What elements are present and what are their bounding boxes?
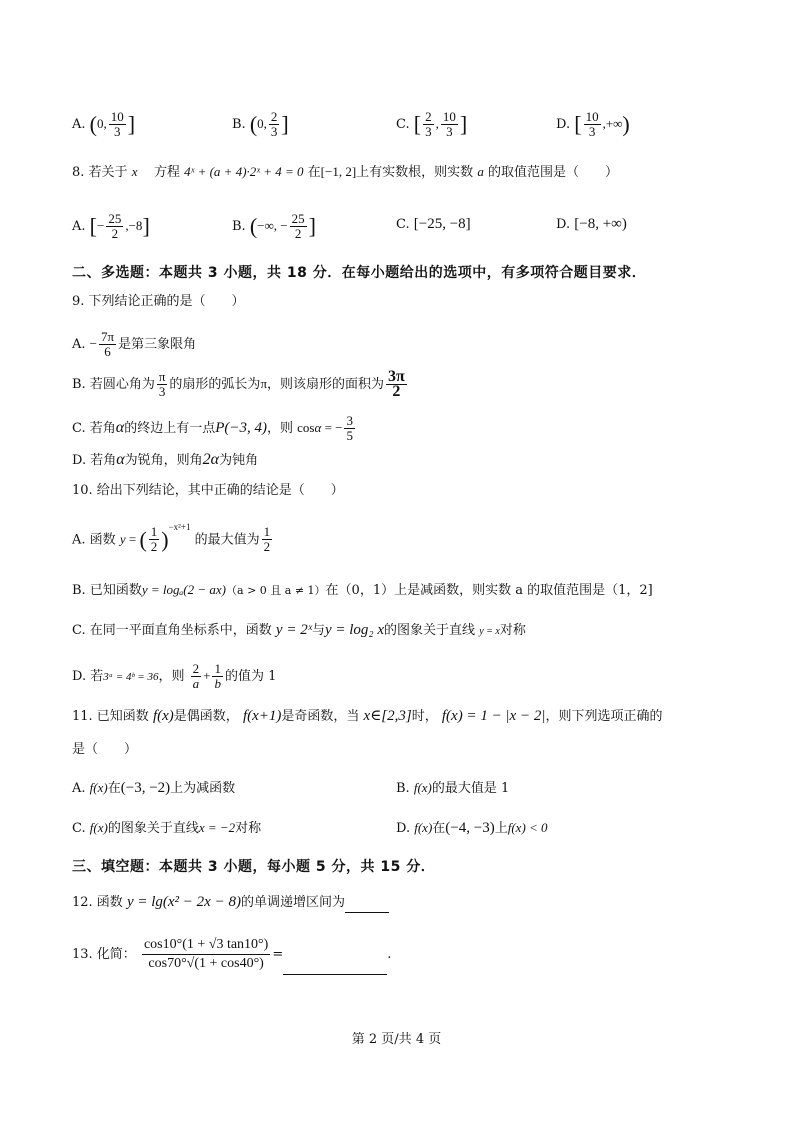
option-label: C. xyxy=(72,623,86,638)
option-text: ，则该扇形的面积为 xyxy=(267,377,385,392)
q11-text: 时， xyxy=(411,709,438,724)
q13-numerator: cos10°(1 + √3 tan10°) xyxy=(142,936,270,955)
q10-stem: 10. 给出下列结论，其中正确的结论是（ ） xyxy=(72,483,344,498)
option-text: 是第三象限角 xyxy=(118,337,197,352)
q8-text: 8. 若关于 xyxy=(72,165,128,180)
option-label: D. xyxy=(72,453,87,468)
page-footer: 第 2 页/共 4 页 xyxy=(351,1032,442,1047)
option-text: 对称 xyxy=(235,821,262,836)
section-2-heading: 二、多选题：本题共 3 小题，共 18 分．在每小题给出的选项中，有多项符合题目要求． xyxy=(72,265,647,281)
option-label: C. xyxy=(396,217,410,232)
option-math: (−4, −3) xyxy=(445,820,495,836)
q7-option-b: B. (0, $\frac{2}{3}$ ] xyxy=(232,109,289,139)
option-math: π xyxy=(260,376,268,391)
q7-option-d: D. [ $\frac{10}{3}$ ,+∞) xyxy=(556,109,630,139)
option-text: 为锐角，则角 xyxy=(124,453,203,468)
q8-text: 的取值范围是（ ） xyxy=(487,165,618,180)
option-text: ，则 xyxy=(266,421,293,436)
q8-interval: [−1, 2] xyxy=(320,164,357,179)
q8-equation: 4ˣ + (a + 4)·2ˣ + 4 = 0 xyxy=(184,164,304,179)
q8-text: 方程 xyxy=(154,165,181,180)
option-text: 的终边上有一点 xyxy=(124,421,216,436)
option-text: 的扇形的弧长为 xyxy=(169,377,261,392)
option-math: 2α xyxy=(202,451,220,468)
option-math: f(x) < 0 xyxy=(507,820,548,835)
option-math: y = logₐ(2 − ax) xyxy=(141,582,227,597)
q11-math: f(x) xyxy=(152,708,174,724)
option-text: 在 xyxy=(107,781,121,796)
q11-stem-line2: 是（ ） xyxy=(72,742,138,757)
option-math: α xyxy=(116,451,125,468)
q7-option-a: A. (0, $\frac{10}{3}$ ] xyxy=(72,109,136,139)
option-label: C. xyxy=(72,821,86,836)
q12-text: 12. 函数 xyxy=(72,895,123,910)
option-text: 的最大值为 xyxy=(194,532,260,548)
option-math: α xyxy=(115,419,125,436)
q13-text: 13. 化简： xyxy=(72,947,136,962)
option-text: 在同一平面直角坐标系中，函数 xyxy=(89,623,272,638)
q11-text: 是偶函数， xyxy=(173,709,239,724)
option-text: 上 xyxy=(494,821,508,836)
q10-option-d: D. 若3ᵃ = 4ᵇ = 36，则 $\frac{2}{a}$ + $\frac{1}{b}$ 的值为 1 xyxy=(72,661,277,691)
q11-option-a xyxy=(72,778,235,799)
q13-denominator: cos70°√(1 + cos40°) xyxy=(148,956,264,971)
option-label: B. xyxy=(232,117,246,132)
option-text: 在 xyxy=(432,821,446,836)
q11-option-d xyxy=(396,818,548,839)
option-text: 在（0，1）上是减函数，则实数 a 的取值范围是（1，2] xyxy=(325,583,653,598)
q11-text: 11. 已知函数 xyxy=(72,709,149,724)
q9-option-b: B. 若圆心角为 $\frac{\pi}{3}$ 的扇形的弧长为π，则该扇形的面积为 $\frac{3\pi}{2}$ xyxy=(72,368,405,400)
option-label: A. xyxy=(72,219,86,234)
section-3-heading: 三、填空题：本题共 3 小题，每小题 5 分，共 15 分． xyxy=(72,859,436,875)
q8-option-c xyxy=(396,214,471,235)
q11-math: f(x) = 1 − |x − 2| xyxy=(441,708,546,724)
q10-option-b xyxy=(72,580,653,601)
option-math: f(x) xyxy=(89,820,108,835)
option-text: 的图象关于直线 xyxy=(107,821,199,836)
q8-stem xyxy=(72,162,618,183)
q8-var-x: x xyxy=(131,164,138,179)
option-text: 若角 xyxy=(89,421,116,436)
option-math: (−3, −2) xyxy=(120,780,171,796)
q11-text: ，则下列选项正确的 xyxy=(545,709,663,724)
option-label: B. xyxy=(72,583,86,598)
option-text: （a > 0 且 a ≠ 1） xyxy=(226,584,326,597)
option-text: 对称 xyxy=(499,623,526,638)
option-label: C. xyxy=(396,117,410,132)
option-math: P(−3, 4) xyxy=(215,420,267,436)
q9-option-d xyxy=(72,450,258,471)
option-text: 的图象关于直线 xyxy=(384,623,476,638)
option-math: y = x xyxy=(479,626,500,637)
option-label: C. xyxy=(72,421,86,436)
q8-var-a: a xyxy=(477,164,484,179)
option-label: B. xyxy=(396,781,410,796)
q8-option-d xyxy=(556,214,627,235)
option-math: 3ᵃ = 4ᵇ = 36 xyxy=(103,671,159,683)
option-math: f(x) xyxy=(89,780,108,795)
option-math: [−8, +∞) xyxy=(574,216,627,232)
q8-text: 在 xyxy=(307,165,321,180)
q11-text: 是奇函数，当 xyxy=(281,709,360,724)
q10-option-a: A. 函数 y = ( $\frac{1}{2}$ )$^{-x^2+1}$ 的最大值为 $\frac{1}{2}$ xyxy=(72,522,271,555)
q12 xyxy=(72,892,389,913)
option-label: A. xyxy=(72,117,86,132)
q13 xyxy=(72,935,391,975)
option-label: D. xyxy=(396,821,411,836)
option-text: 与 xyxy=(311,623,325,638)
q11-math: x∈[2,3] xyxy=(363,708,412,724)
option-text: 的最大值是 1 xyxy=(431,781,510,796)
option-text: ，则 xyxy=(158,669,185,684)
option-label: D. xyxy=(72,669,87,684)
q12-text: 的单调递增区间为 xyxy=(240,895,345,910)
q10-option-c xyxy=(72,620,526,642)
option-label: D. xyxy=(556,217,571,232)
answer-blank xyxy=(345,898,389,913)
q9-stem: 9. 下列结论正确的是（ ） xyxy=(72,294,245,309)
option-math: y = 2ˣ xyxy=(275,622,312,638)
option-label: D. xyxy=(556,117,571,132)
q11-option-b xyxy=(396,778,509,799)
option-math: y = log₂ x xyxy=(324,622,385,638)
q11-math: f(x+1) xyxy=(242,708,282,724)
option-math: [−25, −8] xyxy=(413,216,471,232)
q8-option-a: A. [− $\frac{25}{2}$ ,−8] xyxy=(72,211,150,241)
option-text: 函数 xyxy=(89,532,116,548)
q9-option-a: A. − $\frac{7\pi}{6}$ 是第三象限角 xyxy=(72,329,197,359)
q9-option-c: C. 若角α的终边上有一点P(−3, 4)，则 cosα = − $\frac{3}{5}$ xyxy=(72,413,353,443)
option-math: x = −2 xyxy=(198,820,236,835)
option-text: 为钝角 xyxy=(219,453,259,468)
option-text: 上为减函数 xyxy=(170,781,236,796)
q12-math: y = lg(x² − 2x − 8) xyxy=(126,894,241,910)
q13-equals: = xyxy=(272,947,284,962)
q11-option-c xyxy=(72,818,261,839)
option-label: B. xyxy=(232,219,246,234)
q13-period: . xyxy=(387,947,392,962)
q7-option-c: C. [ $\frac{2}{3}$ , $\frac{10}{3}$ ] xyxy=(396,109,468,139)
option-label: B. xyxy=(72,377,86,392)
option-text: 若角 xyxy=(90,453,117,468)
option-text: 的值为 1 xyxy=(224,669,277,684)
q8-option-b: B. (−∞, − $\frac{25}{2}$ ] xyxy=(232,211,316,241)
option-label: A. xyxy=(72,532,86,548)
option-math: f(x) xyxy=(414,820,433,835)
option-text: 已知函数 xyxy=(89,583,142,598)
answer-blank xyxy=(283,948,387,975)
option-label: A. xyxy=(72,781,86,796)
option-label: A. xyxy=(72,337,86,352)
option-text: 若圆心角为 xyxy=(89,377,155,392)
option-math: f(x) xyxy=(413,780,432,795)
option-text: 若 xyxy=(90,669,104,684)
q8-text: 上有实数根，则实数 xyxy=(356,165,474,180)
q11-stem xyxy=(72,706,662,727)
